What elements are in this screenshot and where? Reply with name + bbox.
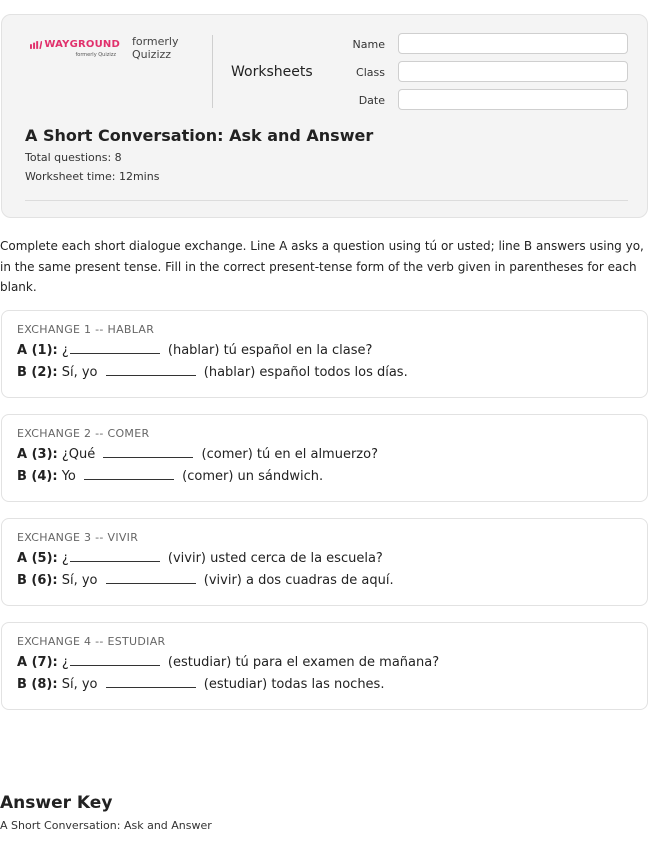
answer-blank-8[interactable] xyxy=(106,677,196,688)
instructions: Complete each short dialogue exchange. Line A asks a question using tú or usted; line B answers using yo, in the same present tense. Fill in the correct present-tense form of the verb given in parentheses for each blank. xyxy=(0,239,644,294)
class-field[interactable] xyxy=(398,61,628,82)
exchange-title: EXCHANGE 2 -- COMER xyxy=(17,427,150,440)
line-prefix: Sí, yo xyxy=(61,573,98,588)
answer-blank-1[interactable] xyxy=(70,343,160,354)
dialogue-line-a xyxy=(17,551,383,566)
exchange-title: EXCHANGE 4 -- ESTUDIAR xyxy=(17,635,166,648)
header-divider xyxy=(212,35,213,108)
line-prefix: ¿ xyxy=(61,551,69,566)
formerly-line-1: formerly xyxy=(132,35,179,48)
dialogue-line-b xyxy=(17,677,384,692)
header-bottom-divider xyxy=(25,200,628,201)
line-prefix: ¿ xyxy=(61,655,69,670)
answer-blank-7[interactable] xyxy=(70,655,160,666)
speaker-label: B (6): xyxy=(17,573,58,588)
dialogue-line-b xyxy=(17,469,323,484)
answer-blank-3[interactable] xyxy=(103,447,193,458)
line-suffix: (estudiar) todas las noches. xyxy=(203,677,385,692)
speaker-label: A (1): xyxy=(17,343,58,358)
answer-key-title: Answer Key xyxy=(0,793,113,813)
line-prefix: Sí, yo xyxy=(61,365,98,380)
logo-subtext: formerly Quizizz xyxy=(75,52,116,58)
line-suffix: (estudiar) tú para el examen de mañana? xyxy=(167,655,440,670)
wayground-mark-icon xyxy=(30,40,42,50)
line-prefix: ¿Qué xyxy=(61,447,96,462)
dialogue-line-a xyxy=(17,343,372,358)
speaker-label: B (8): xyxy=(17,677,58,692)
answer-blank-4[interactable] xyxy=(84,469,174,480)
worksheet-header xyxy=(1,14,648,218)
line-suffix: (vivir) a dos cuadras de aquí. xyxy=(203,573,394,588)
wayground-logo xyxy=(30,39,120,58)
name-label: Name xyxy=(352,38,385,51)
name-field[interactable] xyxy=(398,33,628,54)
exchange-title: EXCHANGE 1 -- HABLAR xyxy=(17,323,155,336)
answer-blank-2[interactable] xyxy=(106,365,196,376)
answer-blank-5[interactable] xyxy=(70,551,160,562)
speaker-label: A (7): xyxy=(17,655,58,670)
total-questions: Total questions: 8 xyxy=(25,151,122,164)
line-prefix: Yo xyxy=(61,469,76,484)
line-prefix: Sí, yo xyxy=(61,677,98,692)
dialogue-line-b xyxy=(17,365,408,380)
date-label: Date xyxy=(358,94,385,107)
exchange-card xyxy=(1,518,648,606)
speaker-label: B (4): xyxy=(17,469,58,484)
speaker-label: B (2): xyxy=(17,365,58,380)
line-prefix: ¿ xyxy=(61,343,69,358)
speaker-label: A (5): xyxy=(17,551,58,566)
dialogue-line-a xyxy=(17,655,439,670)
line-suffix: (comer) un sándwich. xyxy=(182,469,324,484)
dialogue-line-b xyxy=(17,573,394,588)
exchange-title: EXCHANGE 3 -- VIVIR xyxy=(17,531,139,544)
answer-blank-6[interactable] xyxy=(106,573,196,584)
line-suffix: (hablar) español todos los días. xyxy=(203,365,408,380)
exchange-card xyxy=(1,622,648,710)
date-field[interactable] xyxy=(398,89,628,110)
dialogue-line-a xyxy=(17,447,378,462)
line-suffix: (hablar) tú español en la clase? xyxy=(167,343,373,358)
line-suffix: (vivir) usted cerca de la escuela? xyxy=(167,551,383,566)
exchange-card xyxy=(1,310,648,398)
class-label: Class xyxy=(356,66,385,79)
logo-text: WAYGROUND xyxy=(44,39,120,50)
formerly-line-2: Quizizz xyxy=(132,48,172,61)
line-suffix: (comer) tú en el almuerzo? xyxy=(201,447,378,462)
speaker-label: A (3): xyxy=(17,447,58,462)
section-label: Worksheets xyxy=(231,64,313,80)
answer-key-subtitle: A Short Conversation: Ask and Answer xyxy=(0,819,212,832)
formerly-quizizz xyxy=(132,35,179,61)
worksheet-title: A Short Conversation: Ask and Answer xyxy=(25,126,374,145)
exchange-card xyxy=(1,414,648,502)
worksheet-time: Worksheet time: 12mins xyxy=(25,170,160,183)
